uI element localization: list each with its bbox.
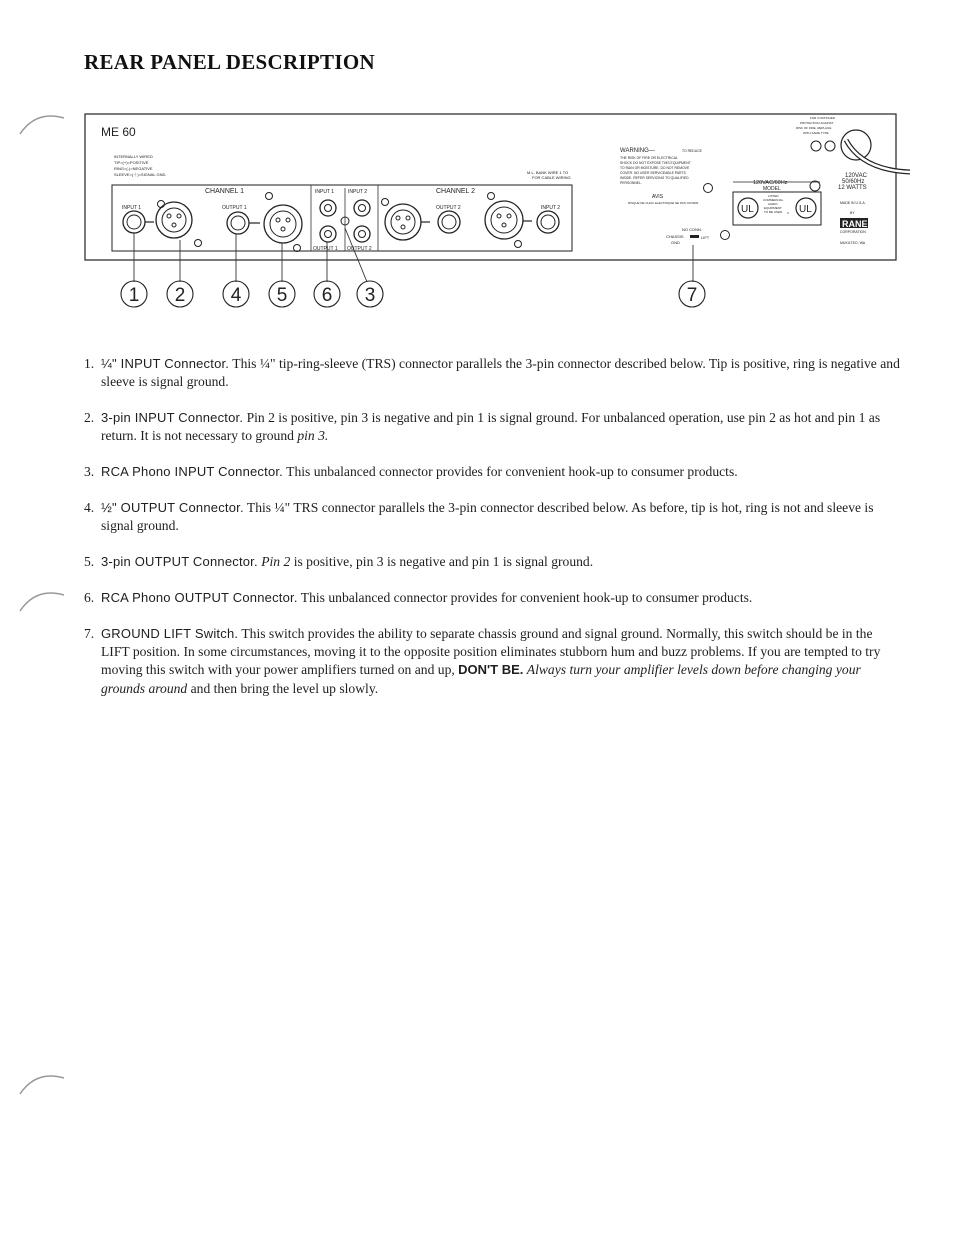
rear-panel-diagram	[0, 0, 954, 320]
item-number: 3.	[84, 464, 95, 480]
left-notes	[114, 154, 167, 177]
svg-text:TO RAIN OR MOISTURE. DO NOT RE: TO RAIN OR MOISTURE. DO NOT REMOVE	[620, 166, 690, 170]
item-number: 5.	[84, 554, 95, 570]
svg-text:5: 5	[276, 285, 288, 306]
svg-text:120VAC: 120VAC	[845, 173, 867, 179]
item-heading: GROUND LIFT Switch.	[101, 625, 239, 641]
brand-sub	[840, 230, 866, 245]
item-text: is positive, pin 3 is negative and pin 1 is signal ground.	[290, 554, 594, 570]
model-label: ME 60	[101, 125, 136, 139]
description-list	[84, 355, 904, 715]
input1-rca-jack	[320, 200, 336, 216]
svg-text:PERSONNEL.: PERSONNEL.	[620, 181, 642, 185]
power-rating	[838, 173, 868, 191]
svg-text:MUKILTEO, WA: MUKILTEO, WA	[840, 241, 866, 245]
page-title: REAR PANEL DESCRIPTION	[84, 50, 375, 74]
svg-text:C: C	[787, 211, 790, 215]
ground-lift-switch	[690, 235, 699, 238]
description-item	[84, 625, 904, 698]
callout-7	[679, 281, 705, 307]
fuse-holder-icon	[810, 181, 820, 191]
item-heading: ¼" INPUT Connector.	[101, 356, 230, 371]
item-text: pin 3.	[297, 428, 329, 444]
avis-line: RISQUE DE CHOC ELECTRIQUE NE PAS OUVRIR	[628, 201, 699, 205]
cable-note-1: M.L. BANK WIRE 1 TO	[527, 170, 569, 175]
top-right-notes	[796, 116, 836, 135]
svg-text:2: 2	[174, 285, 186, 306]
item-text: Always turn your amplifier levels down before changing your grounds around	[101, 662, 861, 696]
svg-text:EQUIPMENT: EQUIPMENT	[764, 206, 782, 210]
output1-label: OUTPUT 1	[222, 205, 247, 211]
channel1-label: CHANNEL 1	[205, 188, 245, 195]
svg-text:TIP=(+)=POSITIVE: TIP=(+)=POSITIVE	[114, 160, 149, 165]
svg-text:1: 1	[128, 285, 140, 306]
ul-logo-right	[796, 198, 816, 218]
power-cord	[841, 130, 910, 172]
item-number: 2.	[84, 410, 95, 426]
svg-text:COMMERCIAL: COMMERCIAL	[763, 198, 784, 202]
cable-note-2: FOR CABLE WIRING	[532, 175, 571, 180]
output2-rca-jack	[354, 226, 370, 242]
svg-text:MADE IN U.S.A.: MADE IN U.S.A.	[840, 201, 866, 205]
binder-mark-middle	[18, 585, 68, 615]
voltage-label: 120VAC/60Hz	[753, 180, 788, 186]
binder-mark-top	[18, 108, 68, 138]
description-item	[84, 553, 904, 571]
ul-logo-left	[738, 198, 758, 218]
callout-1	[121, 281, 147, 307]
svg-text:INTERNALLY WIRED: INTERNALLY WIRED	[114, 154, 153, 159]
output2-label: OUTPUT 2	[436, 205, 461, 211]
avis-label: AVIS	[652, 194, 664, 200]
channel2-label: CHANNEL 2	[436, 188, 476, 195]
svg-text:LISTED: LISTED	[768, 194, 779, 198]
warning-title: WARNING—	[620, 148, 655, 154]
description-item	[84, 499, 904, 536]
item-text: This ¼" TRS connector parallels the 3-pin connector described below. As before, tip is hot, ring is not and sleeve is signal ground.	[101, 499, 874, 534]
svg-text:6: 6	[321, 285, 333, 306]
svg-text:BY: BY	[850, 211, 855, 215]
item-heading: ½" OUTPUT Connector.	[101, 499, 244, 515]
item-heading: RCA Phono OUTPUT Connector.	[101, 589, 298, 605]
callout-5	[269, 281, 295, 307]
svg-text:RISK OF FIRE, REPLACE: RISK OF FIRE, REPLACE	[796, 126, 832, 130]
item-number: 1.	[84, 356, 95, 371]
svg-text:FOR CONTINUED: FOR CONTINUED	[810, 116, 835, 120]
output1-rca-jack	[320, 226, 336, 242]
svg-text:CORPORATION: CORPORATION	[840, 230, 866, 234]
output1-xlr-jack	[264, 193, 302, 252]
item-heading: RCA Phono INPUT Connector.	[101, 464, 283, 480]
item-number: 7.	[84, 625, 95, 641]
output1-rca-label: OUTPUT 1	[313, 246, 338, 252]
item-heading: 3-pin OUTPUT Connector.	[101, 554, 258, 570]
svg-text:PROTECTION AGAINST: PROTECTION AGAINST	[800, 121, 834, 125]
svg-text:7: 7	[686, 285, 698, 306]
description-item	[84, 589, 904, 607]
input1-label: INPUT 1	[122, 205, 142, 211]
item-text: Pin 2 is positive, pin 3 is negative and pin 1 is signal ground. For unbalanced operation, use pin 2 as hot and pin 1 as return. It is not necessary to ground	[101, 410, 881, 444]
fuse-icon	[704, 184, 713, 193]
svg-text:12 WATTS: 12 WATTS	[838, 185, 867, 191]
svg-text:SLEEVE=(⏚)=SIGNAL GND.: SLEEVE=(⏚)=SIGNAL GND.	[114, 172, 167, 177]
warning-lines	[620, 149, 703, 185]
description-item	[84, 463, 904, 481]
svg-text:RING=(-)=NEGATIVE: RING=(-)=NEGATIVE	[114, 166, 153, 171]
ground-chassis-label: CHASSIS	[666, 234, 684, 239]
description-item	[84, 355, 904, 392]
item-text: This unbalanced connector provides for convenient hook-up to consumer products.	[283, 464, 738, 480]
input2-label: INPUT 2	[541, 205, 561, 211]
input2-rca-label: INPUT 2	[348, 189, 368, 195]
callout-6	[314, 281, 340, 307]
svg-text:AUDIO: AUDIO	[768, 202, 778, 206]
item-text: This ¼" tip-ring-sleeve (TRS) connector parallels the 3-pin connector described below. Tip is positive, ring is negative and sleeve is signal ground.	[101, 356, 900, 390]
item-text: and then bring the level up slowly.	[187, 680, 379, 696]
input1-trs-jack	[123, 211, 145, 233]
input1-xlr-jack	[156, 201, 202, 247]
svg-text:UL: UL	[741, 204, 754, 215]
callout-2	[167, 281, 193, 307]
svg-text:SHOCK DO NOT EXPOSE THIS EQUIP: SHOCK DO NOT EXPOSE THIS EQUIPMENT	[620, 161, 691, 165]
ground-no-conn: NO CONN.	[682, 227, 702, 232]
model-box-label: MODEL	[763, 186, 781, 192]
ground-lift-label: LIFT	[701, 235, 710, 240]
svg-text:TO BE USED: TO BE USED	[764, 210, 783, 214]
input2-rca-jack	[354, 200, 370, 216]
svg-text:WITH SAME TYPE: WITH SAME TYPE	[803, 131, 829, 135]
svg-text:UL: UL	[799, 204, 812, 215]
svg-text:COVER. NO USER SERVICEABLE PAR: COVER. NO USER SERVICEABLE PARTS	[620, 171, 686, 175]
rane-logo: RANE	[842, 219, 868, 229]
ground-gnd-label: GND	[671, 240, 680, 245]
svg-text:THE RISK OF FIRE OR ELECTRICAL: THE RISK OF FIRE OR ELECTRICAL	[620, 156, 678, 160]
svg-text:3: 3	[364, 285, 376, 306]
item-heading: 3-pin INPUT Connector.	[101, 410, 244, 426]
output2-trs-jack	[438, 211, 460, 233]
input1-rca-label: INPUT 1	[315, 189, 335, 195]
svg-text:INSIDE. REFER SERVICING TO QUA: INSIDE. REFER SERVICING TO QUALIFIED	[620, 176, 689, 180]
output2-rca-label: OUTPUT 2	[347, 246, 372, 252]
input2-trs-jack	[537, 211, 559, 233]
svg-text:50/60Hz: 50/60Hz	[842, 179, 865, 185]
input2-xlr-jack	[485, 193, 523, 248]
item-number: 4.	[84, 499, 95, 515]
item-text: Pin 2	[261, 554, 291, 570]
item-text: This switch provides the ability to separate chassis ground and signal ground. Normally, this switch should be in the LIFT position. In some circumstances, moving it to the opposite position eliminates stubborn hum and buzz problems. If you are tempted to try moving this switch with your power amplifiers turned on and up,	[101, 625, 881, 678]
output1-trs-jack	[227, 212, 249, 234]
callout-4	[223, 281, 249, 307]
output2-xlr-jack	[382, 199, 422, 241]
ground-screw-icon-2	[721, 231, 730, 240]
callout-3	[357, 281, 383, 307]
item-text: DON'T BE.	[458, 662, 524, 678]
item-text: This unbalanced connector provides for convenient hook-up to consumer products.	[297, 589, 753, 605]
screw-icon	[825, 141, 835, 151]
ground-icon	[811, 141, 821, 151]
svg-text:4: 4	[230, 285, 242, 306]
description-item	[84, 409, 904, 446]
made-in	[840, 201, 866, 215]
svg-text:TO REDUCE: TO REDUCE	[682, 149, 702, 153]
item-number: 6.	[84, 589, 95, 605]
binder-mark-bottom	[18, 1068, 68, 1098]
